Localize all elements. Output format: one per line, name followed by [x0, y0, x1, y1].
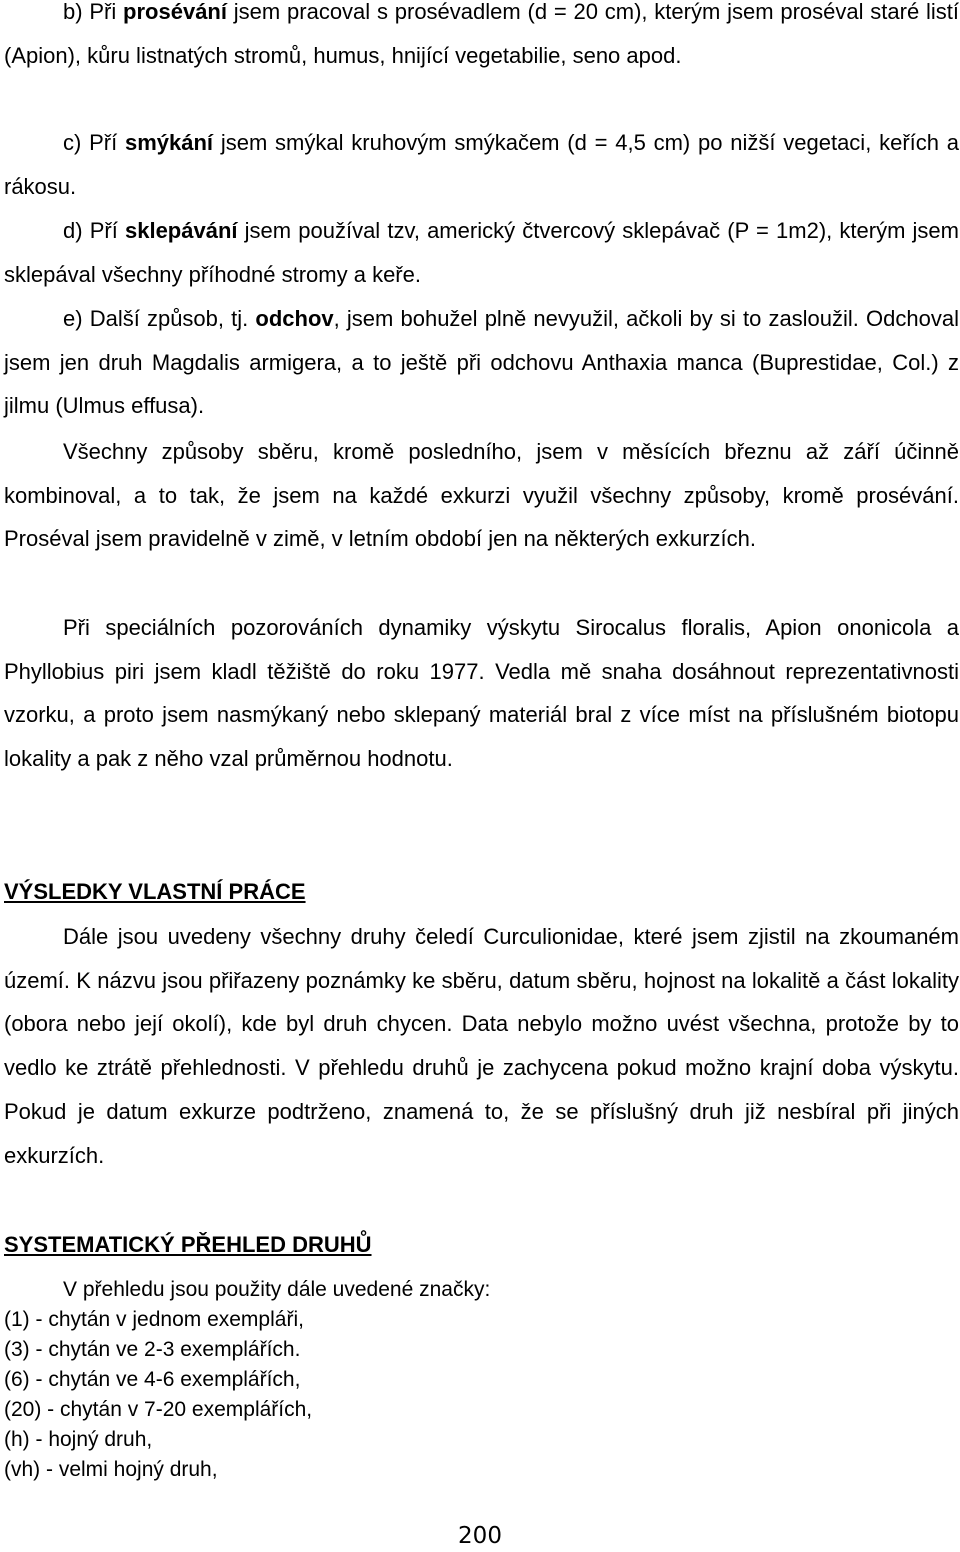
method-e-paragraph [4, 297, 959, 428]
special-observations-paragraph: Při speciálních pozorováních dynamiky výskytu Sirocalus floralis, Apion ononicola a Phyllobius piri jsem kladl těžiště do roku 1977. Vedla mě snaha dosáhnout reprezentativnosti vzorku, a proto jsem nasmýkaný nebo sklepaný materiál bral z více míst na příslušném biotopu lokality a pak z něho vzal průměrnou hodnotu. [4, 615, 959, 772]
page-number: 200 [458, 1523, 502, 1549]
legend-intro: V přehledu jsou použity dále uvedené značky: [63, 1278, 491, 1301]
results-heading: VÝSLEDKY VLASTNÍ PRÁCE [4, 879, 306, 904]
method-e-term: odchov [255, 306, 334, 331]
method-c-text: jsem smýkal kruhovým smýkačem (d = 4,5 cm) po nižší vegetaci, keřích a rákosu. [4, 130, 959, 199]
method-d-prefix: d) Pří [63, 218, 125, 243]
legend-item: (6) - chytán ve 4-6 exemplářích, [4, 1368, 301, 1391]
method-b-text: jsem pracoval s prosévadlem (d = 20 cm), kterým jsem proséval staré listí (Apion), kůru listnatých stromů, humus, hnijící vegetabilie, seno apod. [4, 0, 959, 68]
legend-item: (vh) - velmi hojný druh, [4, 1458, 218, 1481]
legend-item: (1) - chytán v jednom exempláři, [4, 1308, 304, 1331]
method-d-text: jsem používal tzv, americký čtvercový sklepávač (P = 1m2), kterým jsem sklepával všechny příhodné stromy a keře. [4, 218, 959, 287]
method-b-prefix: b) Při [63, 0, 124, 24]
systematic-heading: SYSTEMATICKÝ PŘEHLED DRUHŮ [4, 1232, 372, 1257]
method-c-paragraph [4, 121, 959, 208]
method-e-prefix: e) Další způsob, tj. [63, 306, 256, 331]
method-b-term: prosévání [123, 0, 227, 24]
collection-summary-paragraph: Všechny způsoby sběru, kromě posledního, jsem v měsících březnu až září účinně kombinoval, a to tak, že jsem na každé exkurzi využil všechny způsoby, kromě prosévání. Proséval jsem pravidelně v zimě, v letním období jen na některých exkurzích. [4, 439, 959, 552]
method-d-term: sklepávání [124, 218, 238, 243]
legend-item: (20) - chytán v 7-20 exemplářích, [4, 1398, 313, 1421]
legend-item: (h) - hojný druh, [4, 1428, 153, 1451]
method-c-prefix: c) Pří [63, 130, 125, 155]
legend-list [4, 1305, 312, 1485]
method-d-paragraph [4, 209, 959, 296]
results-paragraph: Dále jsou uvedeny všechny druhy čeledí Curculionidae, které jsem zjistil na zkoumaném území. K názvu jsou přiřazeny poznámky ke sběru, datum sběru, hojnost na lokalitě a část lokality (obora nebo její okolí), kde byl druh chycen. Data nebylo možno uvést všechna, protože by to vedlo ke ztrátě přehlednosti. V přehledu druhů je zachycena pokud možno krajní doba výskytu. Pokud je datum exkurze podtrženo, znamená to, že se příslušný druh již nesbíral při jiných exkurzích. [4, 924, 959, 1168]
method-e-text: , jsem bohužel plně nevyužil, ačkoli by si to zasloužil. Odchoval jsem jen druh Magdalis armigera, a to ještě při odchovu Anthaxia manca (Buprestidae, Col.) z jilmu (Ulmus effusa). [4, 306, 960, 419]
legend-item: (3) - chytán ve 2-3 exemplářích. [4, 1338, 301, 1361]
method-c-term: smýkání [124, 130, 214, 155]
method-b-paragraph [4, 0, 959, 77]
